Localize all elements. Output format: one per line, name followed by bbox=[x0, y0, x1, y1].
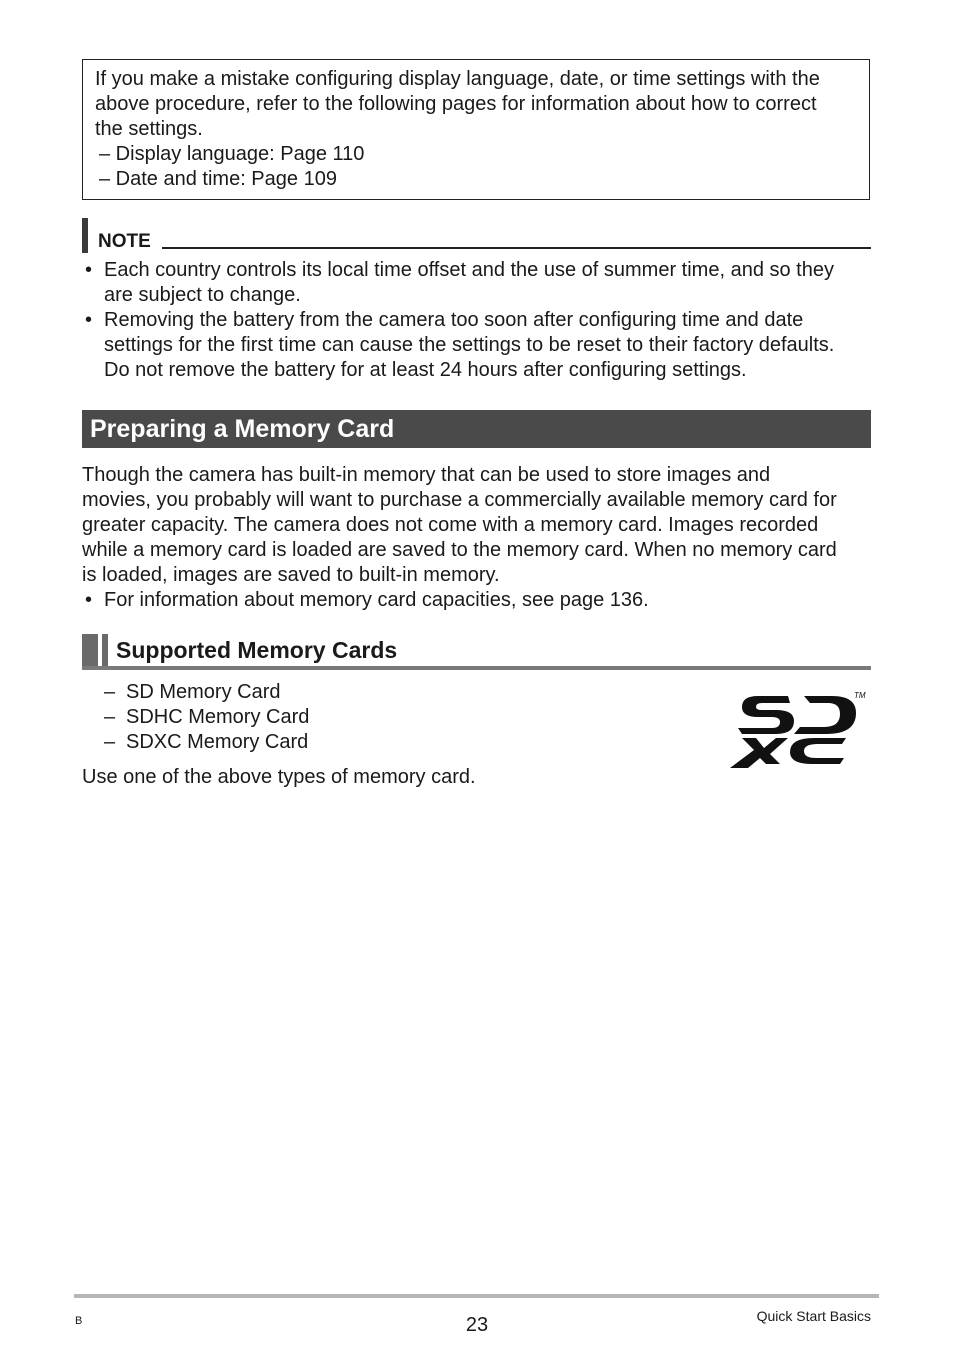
footer-divider bbox=[74, 1294, 879, 1298]
notice-line: the settings. bbox=[95, 118, 203, 140]
footer-section-name: Quick Start Basics bbox=[756, 1308, 871, 1324]
section-bullet-list bbox=[82, 588, 882, 613]
subheading-marker-bar bbox=[82, 634, 98, 668]
section-title: Preparing a Memory Card bbox=[90, 415, 395, 443]
list-item: • Each country controls its local time offset and the use of summer time, and so they are subject to change. bbox=[85, 259, 834, 306]
note-label: NOTE bbox=[98, 231, 151, 252]
correction-notice-box bbox=[82, 59, 870, 200]
notice-ref-display-language: – Display language: Page 110 bbox=[99, 143, 365, 165]
notice-ref-date-time: – Date and time: Page 109 bbox=[99, 168, 337, 190]
list-item: • For information about memory card capacities, see page 136. bbox=[85, 589, 649, 611]
subheading-divider bbox=[82, 666, 871, 670]
list-item: – SDXC Memory Card bbox=[104, 731, 309, 753]
subsection-title: Supported Memory Cards bbox=[116, 637, 398, 663]
notice-line: above procedure, refer to the following pages for information about how to correct bbox=[95, 93, 817, 115]
footer-language-code: B bbox=[75, 1315, 83, 1327]
supported-cards-list bbox=[104, 680, 309, 755]
closing-text: Use one of the above types of memory card. bbox=[82, 766, 476, 788]
subheading-marker-bar-thin bbox=[102, 634, 108, 668]
trademark-mark: TM bbox=[854, 691, 866, 700]
notice-line: If you make a mistake configuring display language, date, or time settings with the bbox=[95, 68, 820, 90]
note-list bbox=[82, 258, 882, 383]
list-item: – SDHC Memory Card bbox=[104, 706, 310, 728]
bullet-icon: • bbox=[85, 309, 93, 331]
sdxc-logo-icon bbox=[728, 688, 872, 770]
list-item: – SD Memory Card bbox=[104, 681, 281, 703]
bullet-icon: • bbox=[85, 259, 93, 281]
section-paragraph: Though the camera has built-in memory that can be used to store images and movies, you probably will want to purchase a commercially available memory card for greater capacity. The camera does not come with a memory card. Images recorded while a memory card is loaded are saved to the memory card. When no memory card is loaded, images are saved to built-in memory. bbox=[82, 464, 837, 586]
note-divider bbox=[162, 247, 871, 249]
page-number: 23 bbox=[465, 1314, 489, 1336]
bullet-icon: • bbox=[85, 589, 93, 611]
list-item: • Removing the battery from the camera too soon after configuring time and date settings for the first time can cause the settings to be reset to their factory defaults. Do not remove the battery for at least 24 hours after configuring settings. bbox=[85, 309, 835, 381]
note-marker-bar bbox=[82, 218, 88, 253]
